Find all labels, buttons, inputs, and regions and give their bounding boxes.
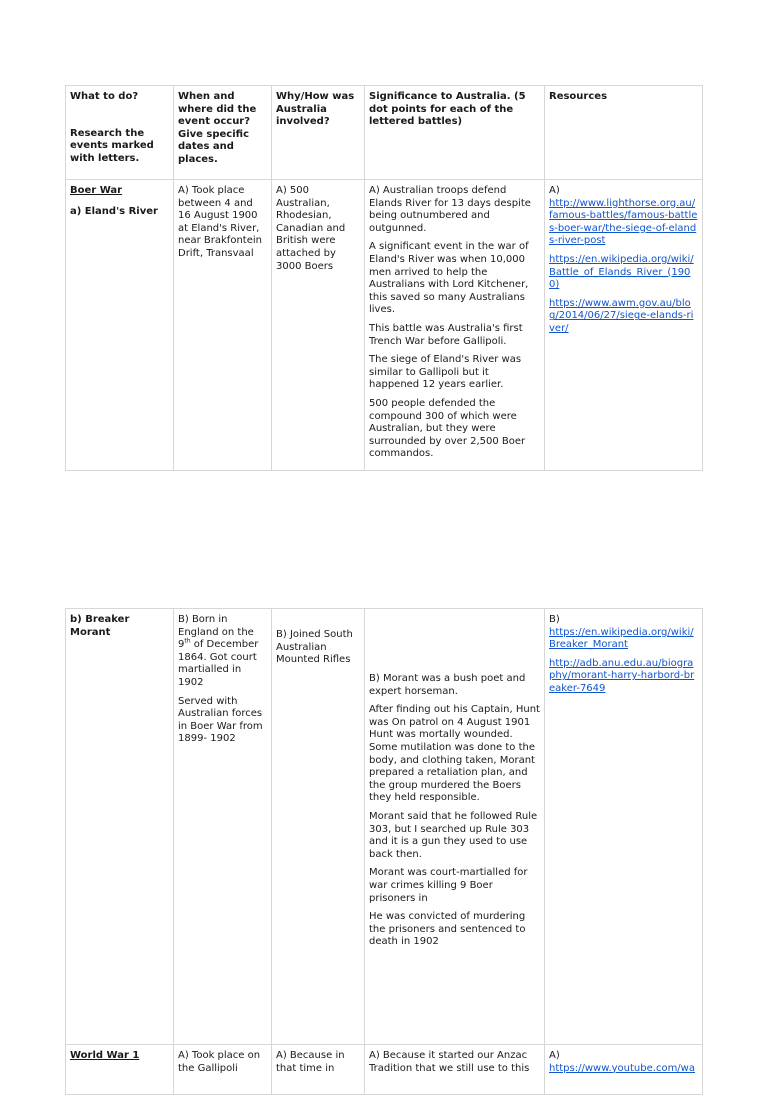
header-why-text: Why/How was Australia involved? [276,91,355,128]
header-when-text: When and where did the event occur? Give specific dates and places. [178,91,257,165]
significance-point: 500 people defended the compound 300 of which were Australian, but they were surrounded by over 2,500 Boer commandos. [369,397,526,460]
significance-cell-elands-river [365,180,545,471]
resource-link-lighthorse[interactable]: http://www.lighthorse.org.au/famous-battles/famous-battles-boer-war/the-siege-of-elands-river-post [549,197,698,247]
header-why-how [272,86,365,180]
when-cell-breaker-morant [174,609,272,1045]
table-row [66,609,703,1045]
resources-cell-elands-river [545,180,703,471]
morant-when-service: Served with Australian forces in Boer War from 1899- 1902 [178,695,263,745]
resources-cell-ww1 [545,1045,703,1095]
header-significance-text: Significance to Australia. (5 dot points for each of the lettered battles) [369,91,526,128]
ww1-when-text: A) Took place on the Gallipoli [178,1050,261,1074]
resource-link-adb[interactable]: http://adb.anu.edu.au/biography/morant-harry-harbord-breaker-7649 [549,657,695,694]
table-row [66,180,703,471]
resources-label: A) [549,185,560,196]
ww1-heading: World War 1 [70,1050,140,1061]
header-what-to-do [66,86,174,180]
why-cell-ww1 [272,1045,365,1095]
boer-war-heading: Boer War [70,185,123,196]
research-table-bottom [65,608,703,1095]
resource-link-youtube[interactable]: https://www.youtube.com/wa [549,1062,695,1074]
morant-why-text: B) Joined South Australian Mounted Rifles [276,629,353,666]
significance-point: The siege of Eland's River was similar to Gallipoli but it happened 12 years earlier. [369,354,522,391]
header-resources-text: Resources [549,91,608,102]
morant-when-text: B) Born in England on the 9th of December 1864. Got court martialled in 1902 [178,614,259,688]
header-significance [365,86,545,180]
significance-point: A) Australian troops defend Elands River for 13 days despite being outnumbered and outgunned. [369,185,531,234]
significance-point: This battle was Australia's first Trench War before Gallipoli. [369,322,523,347]
when-cell-elands-river [174,180,272,471]
breaker-morant-heading: b) Breaker Morant [70,614,130,638]
resource-link-awm[interactable]: https://www.awm.gov.au/blog/2014/06/27/siege-elands-river/ [549,297,694,334]
elands-why-text: A) 500 Australian, Rhodesian, Canadian and British were attached by 3000 Boers [276,185,346,272]
significance-point: Morant said that he followed Rule 303, but I searched up Rule 303 and it is a gun they used to use back then. [369,810,538,860]
ww1-significance-text: A) Because it started our Anzac Tradition that we still use to this [369,1050,530,1074]
resources-label: A) [549,1050,560,1061]
significance-point: After finding out his Captain, Hunt was On patrol on 4 August 1901 Hunt was mortally wounded. Some mutilation was done to the body, and clothing taken, Morant prepared a retaliation plan, and the group murdered the Boers they held responsible. [369,704,540,804]
event-cell-boer-war [66,180,174,471]
research-table-top [65,85,703,471]
significance-cell-ww1 [365,1045,545,1095]
significance-point: B) Morant was a bush poet and expert horseman. [369,673,526,697]
event-cell-ww1 [66,1045,174,1095]
elands-river-subheading: a) Eland's River [70,205,158,217]
table-row [66,1045,703,1095]
header-resources [545,86,703,180]
resources-cell-breaker-morant [545,609,703,1045]
why-cell-elands-river [272,180,365,471]
resources-label: B) [549,614,560,625]
header-what-title: What to do? [70,91,139,102]
significance-cell-breaker-morant [365,609,545,1045]
event-cell-breaker-morant [66,609,174,1045]
why-cell-breaker-morant [272,609,365,1045]
resource-link-wikipedia-elands[interactable]: https://en.wikipedia.org/wiki/Battle_of_Elands_River_(1900) [549,253,694,291]
when-cell-ww1 [174,1045,272,1095]
header-what-instructions: Research the events marked with letters. [70,127,154,164]
significance-point: He was convicted of murdering the prisoners and sentenced to death in 1902 [369,911,526,948]
resource-link-wikipedia-morant[interactable]: https://en.wikipedia.org/wiki/Breaker_Morant [549,626,694,651]
significance-point: A significant event in the war of Eland's River was when 10,000 men arrived to help the Australians with Lord Kitchener, this saved so many Australians lives. [369,241,529,316]
header-row [66,86,703,180]
header-when-where [174,86,272,180]
elands-when-text: A) Took place between 4 and 16 August 1900 at Eland's River, near Brakfontein Drift, Transvaal [178,185,262,259]
significance-point: Morant was court-martialled for war crimes killing 9 Boer prisoners in [369,867,528,904]
ww1-why-text: A) Because in that time in [276,1050,345,1074]
